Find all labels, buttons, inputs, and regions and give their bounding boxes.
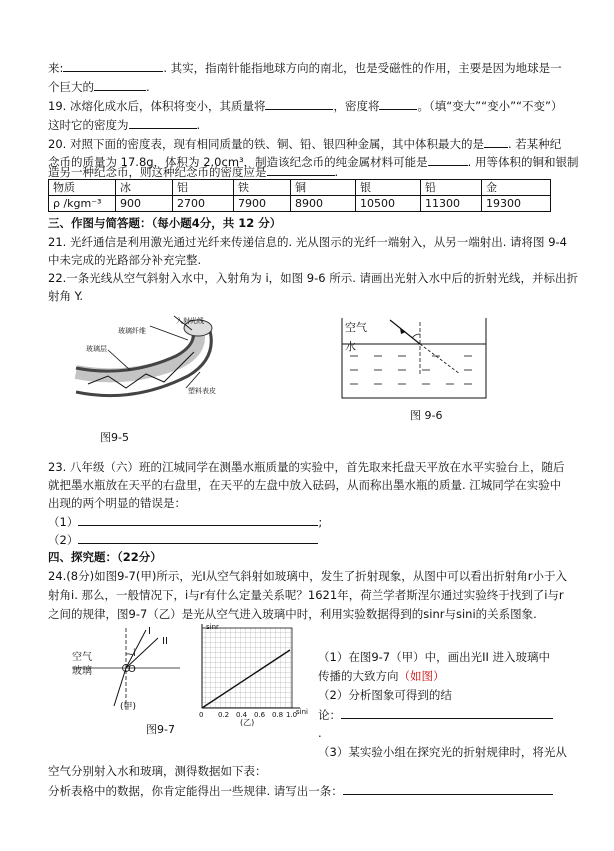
- answer-blank-magnet[interactable]: [63, 58, 163, 72]
- fig96-water-label: 水: [345, 340, 356, 353]
- q20-text-a: 20. 对照下面的密度表，现有相同质量的铁、铜、铅、银四种金属，其中体积最大的是: [48, 137, 484, 151]
- answer-line-2: [48, 530, 318, 550]
- q24-2-line1: （2）分析图象可得到的结: [318, 688, 452, 702]
- q24-1-text: 传播的大致方向: [318, 669, 399, 683]
- fig95-label-plastic: 塑料表皮: [188, 387, 216, 395]
- line-two: [48, 77, 150, 97]
- table-cell: 7900: [234, 196, 291, 212]
- intro-line: [48, 58, 562, 78]
- q24-2-text: 论：: [318, 708, 341, 722]
- q19-blank-mass[interactable]: [265, 96, 333, 110]
- q24-3-text: 分析表格中的数据，你肯定能得出一些规律. 请写出一条：: [48, 784, 343, 798]
- answer-label-1: （1）: [48, 515, 79, 529]
- q24-1-line1: （1）在图9-7（甲）中，画出光II 进入玻璃中: [318, 650, 551, 664]
- table-header-cell: 铅: [421, 180, 482, 196]
- table-cell: 2700: [173, 196, 234, 212]
- fig97a-ray-2-label: II: [162, 636, 168, 647]
- density-table-value-row: [49, 196, 551, 212]
- answer-blank-earth[interactable]: [94, 77, 146, 91]
- line-two-prefix: 个巨大的: [48, 80, 94, 94]
- question-23-line3: 出现的两个明显的错误是：: [48, 496, 186, 510]
- intro-prefix: 来:: [48, 61, 64, 75]
- fig97a-sub-label: (甲): [120, 702, 137, 712]
- table-cell: 19300: [482, 196, 551, 212]
- question-22-line2: 射角 Y.: [48, 289, 84, 303]
- fig97a-angle-label: i: [133, 648, 136, 659]
- q20-blank-metal[interactable]: [428, 152, 468, 166]
- table-cell: 11300: [421, 196, 482, 212]
- fig97a-origin-label: O: [128, 664, 136, 675]
- fig95-label-glass: 玻璃层: [86, 345, 107, 353]
- section-3-title: 三、作图与简答题：（每小题4分，共 12 分）: [48, 216, 282, 230]
- question-24-line2: 射角i. 那么，一般情况下，i与r有什么定量关系呢？1621年，荷兰学者斯涅尔通过实验终于找到了i与r: [48, 588, 564, 602]
- answer-blank-2[interactable]: [78, 530, 318, 544]
- fig97b-x-label: sini: [296, 708, 308, 716]
- question-23-line2: 就把墨水瓶放在天平的右盘里，在天平的左盘中放入砝码，从而称出墨水瓶的质量. 江城同学在实验中: [48, 478, 562, 492]
- table-header-cell: 冰: [116, 180, 173, 196]
- fig96-air-label: 空气: [345, 321, 367, 334]
- table-header-cell: 铜: [291, 180, 356, 196]
- intro-suffix: . 其实，指南针能指地球方向的南北，也是受磁性的作用，主要是因为地球是一: [163, 61, 562, 75]
- fig95-label-incident: 入射光线: [176, 317, 204, 325]
- fig95-caption: 图9-5: [100, 431, 129, 444]
- table-row-label: ρ /kgm⁻³: [49, 196, 116, 212]
- fig97b-y-label: sinr: [206, 623, 219, 631]
- q24-3-answer-blank[interactable]: [343, 781, 553, 795]
- q24-2-answer-blank[interactable]: [341, 705, 553, 719]
- fig97b-tick: 0: [199, 711, 204, 719]
- fig97b-tick: 0.2: [218, 711, 230, 719]
- question-19-line2: [48, 115, 200, 135]
- table-cell: 8900: [291, 196, 356, 212]
- question-24-line1: 24.(8分)如图9-7(甲)所示，光I从空气斜射如玻璃中，发生了折射现象，从图中可以看出折射角r小于入: [48, 569, 567, 583]
- q24-3-line1: （3）某实验小组在探究光的折射规律时，将光从: [318, 745, 567, 759]
- line-two-suffix: .: [146, 80, 150, 94]
- question-20: [48, 134, 561, 154]
- optical-fiber-figure: [68, 312, 238, 420]
- fig97-caption: 图9-7: [146, 723, 175, 736]
- table-header-cell: 银: [356, 180, 421, 196]
- table-header-cell: 铝: [173, 180, 234, 196]
- table-cell: 10500: [356, 196, 421, 212]
- answer-blank-1[interactable]: [78, 512, 318, 526]
- q19b-text: 这时它的密度为: [48, 118, 129, 132]
- q20c-text: 造另一种纪念币，则这种纪念币的密度应是: [48, 165, 267, 179]
- fig97a-glass-label: 玻璃: [72, 666, 92, 677]
- fig97b-tick: 0.4: [236, 711, 248, 719]
- q20b-text-b: . 用等体积的铜和银制: [467, 155, 579, 169]
- q20-blank-largest[interactable]: [484, 134, 508, 148]
- q19-text-b: ，密度将: [333, 99, 380, 113]
- question-21-line1: 21. 光纤通信是利用激光通过光纤来传递信息的. 光从图示的光纤一端射入，从另一端射出. 请将图 9-4: [48, 235, 567, 249]
- answer-line-1: [48, 512, 322, 532]
- fig97b-sub-label: (乙): [240, 718, 255, 727]
- q19-text-a: 19. 冰熔化成水后，体积将变小，其质量将: [48, 99, 266, 113]
- question-21-line2: 中未完成的光路部分补充完整.: [48, 253, 202, 267]
- fig95-label-fiber: 玻璃纤维: [118, 327, 146, 335]
- answer-label-2: （2）: [48, 533, 79, 547]
- table-header-cell: 金: [482, 180, 551, 196]
- q19-blank-value[interactable]: [129, 115, 197, 129]
- q20-line3-holder: [48, 162, 338, 182]
- q20b-text-a: 念币的质量为 17.8g，体积为 2.0cm³，制造该纪念币的纯金属材料可能是: [48, 155, 428, 169]
- question-24-line3: 之间的规律，图9-7（乙）是光从空气进入玻璃中时，利用实验数据得到的sinr与sini的关系图象.: [48, 607, 537, 621]
- q20-text-b: . 若某种纪: [507, 137, 562, 151]
- q20c-end: .: [334, 165, 339, 179]
- table-cell: 900: [116, 196, 173, 212]
- question-22-line1: 22.一条光线从空气斜射入水中，入射角为 i，如图 9-6 所示. 请画出光射入水中后的折射光线，并标出折: [48, 271, 579, 285]
- q24-2-period: .: [318, 726, 322, 740]
- fig97b-tick: 1.0: [286, 711, 298, 719]
- q20-blank-density[interactable]: [267, 162, 335, 176]
- fig97b-tick: 0.6: [254, 711, 266, 719]
- q19b-end: .: [196, 118, 201, 132]
- table-header-cell: 铁: [234, 180, 291, 196]
- q24-1-hint: （如图）: [398, 669, 445, 683]
- q24-3-line3: [48, 781, 553, 801]
- question-19: [48, 96, 562, 116]
- q19-text-c: 。（填“变大”“变小”“不变”）: [417, 99, 563, 113]
- fig97a-ray-1-label: I: [148, 626, 151, 637]
- fig97b-tick: 0.8: [272, 711, 284, 719]
- q24-2-line2: [318, 705, 553, 725]
- fig96-caption: 图 9-6: [410, 409, 443, 422]
- q19-blank-density[interactable]: [379, 96, 417, 110]
- answer-end-1: ;: [318, 515, 323, 529]
- table-header-cell: 物质: [49, 180, 116, 196]
- q24-1-line2: [318, 667, 445, 686]
- q24-3-line2: 空气分别射入水和玻璃，测得数据如下表：: [48, 764, 267, 778]
- fig97a-air-label: 空气: [72, 652, 92, 663]
- question-23-line1: 23. 八年级（六）班的江城同学在测墨水瓶质量的实验中，首先取来托盘天平放在水平实验台上，随后: [48, 460, 565, 474]
- section-4-title: 四、探究题：（22分）: [48, 550, 162, 564]
- density-table: [48, 179, 551, 212]
